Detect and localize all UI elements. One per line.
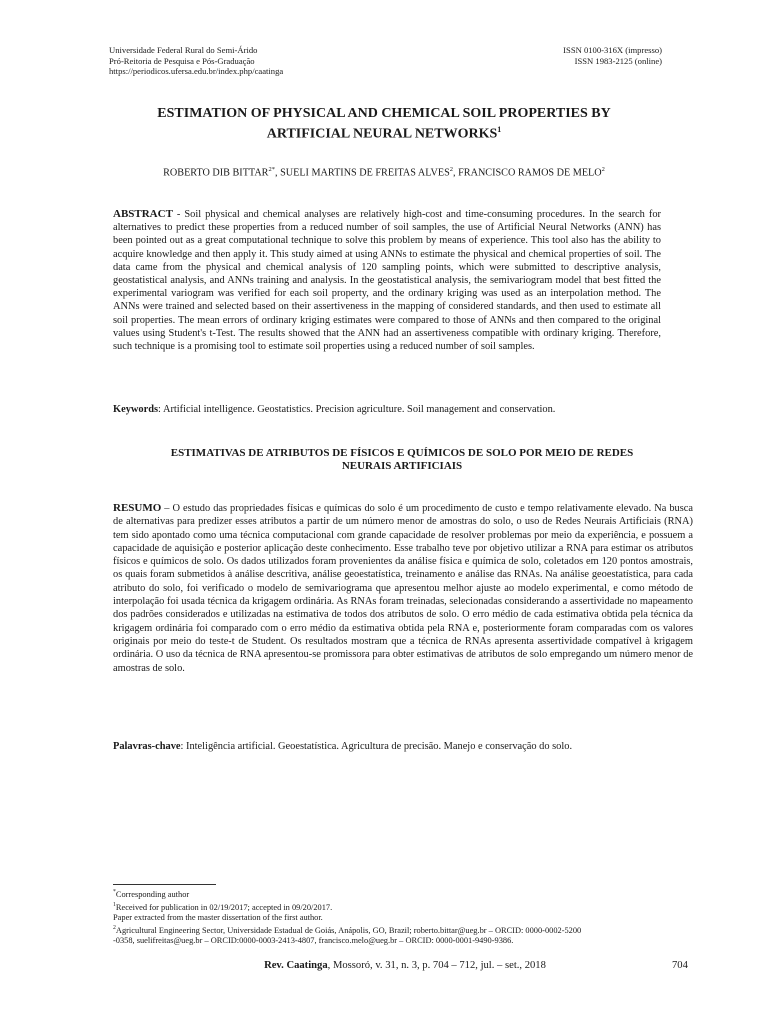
author-separator: , (453, 167, 459, 179)
author-name: ROBERTO DIB BITTAR (163, 167, 269, 179)
author-name: FRANCISCO RAMOS DE MELO (458, 167, 602, 179)
title-footnote-mark: 1 (497, 125, 502, 134)
footnote-text: Corresponding author (115, 889, 190, 899)
footnote-text: -0358, suelifreitas@ueg.br – ORCID:0000-0003-2413-4807, francisco.melo@ueg.br – ORCID: 0000-0001-9490-9386. (113, 936, 514, 946)
abstract-label: ABSTRACT (113, 208, 173, 220)
footnote-text: Agricultural Engineering Sector, Universidade Estadual de Goiás, Anápolis, GO, Brazil; roberto.bittar@ueg.br – ORCID: 0000-0002-5200 (115, 926, 582, 935)
footnote-text: Paper extracted from the master dissertation of the first author. (113, 913, 323, 922)
abstract-text: - Soil physical and chemical analyses are relatively high-cost and time-consuming procedures. In the search for alternatives to predict these properties from a reduced number of soil samples, the use of Artificial Neural Networks (ANN) has been pointed out as a great computational technique to solve this problem by means of experience. This tool also has the ability to acquire knowledge and then apply it. This study aimed at using ANNs to estimate the physical and chemical properties of soil. The data came from the physical and chemical analysis of 120 sampling points, which were submitted to descriptive analysis, geostatistical analysis, and ANNs training and analysis. In the geostatistical analysis, the semivariogram model that best fitted the experimental variogram was verified for each soil property, and the ordinary kriging was used as an interpolation method. The ANNs were trained and selected based on their assertiveness in the mapping of considered standards, and then used to estimate all soil properties. The mean errors of ordinary kriging estimates were compared to those of ANNs and then compared to the original values using Student's t-Test. The results showed that the ANN had an assertiveness compatible with ordinary kriging. Therefore, such technique is a promising tool to estimate soil properties using a reduced number of soil samples. (113, 209, 661, 353)
author-list (110, 166, 658, 178)
header-institution (109, 45, 283, 77)
header-dean-office: Pró-Reitoria de Pesquisa e Pós-Graduação (109, 55, 255, 66)
issn-online: ISSN 1983-2125 (online) (574, 55, 662, 66)
author-name: SUELI MARTINS DE FREITAS ALVES (280, 167, 450, 179)
footnote-item (113, 900, 693, 913)
journal-name: Rev. Caatinga (264, 960, 328, 971)
resumo-label: RESUMO (113, 502, 162, 514)
issn-print: ISSN 0100-316X (impresso) (563, 45, 662, 55)
footer-citation (230, 960, 580, 971)
title-line-2 (110, 122, 658, 143)
pt-title-line-1: ESTIMATIVAS DE ATRIBUTOS DE FÍSICOS E QUÍMICOS DE SOLO POR MEIO DE REDES (170, 447, 634, 459)
title-line-2-text: ARTIFICIAL NEURAL NETWORKS (266, 126, 498, 142)
portuguese-title (118, 447, 686, 473)
resumo-paragraph (113, 502, 693, 675)
footnote-item (113, 936, 693, 946)
palavras-chave-line (113, 741, 693, 752)
keywords-text: : Artificial intelligence. Geostatistics. Precision agriculture. Soil management and conservation. (158, 404, 556, 415)
footnote-item (113, 913, 693, 923)
palavras-text: : Inteligência artificial. Geoestatística. Agricultura de precisão. Manejo e conservação do solo. (180, 741, 573, 752)
keywords-line (113, 404, 673, 415)
keywords-label: Keywords (113, 404, 159, 415)
resumo-text: – O estudo das propriedades físicas e químicas do solo é um procedimento de custo e tempo relativamente elevado. Na busca de alternativas para predizer esses atributos a partir de um número menor de amostras do solo, o uso de Redes Neurais Artificiais (RNA) tem sido apontado como uma técnica computacional com grande capacidade de resolver problemas por meio da experiência, e possuem a capacidade de aquisição e posterior aplicação deste conhecimento. Esse trabalho teve por objetivo utilizar a RNA para estimar os atributos físicos e químicos de solo. Os dados utilizados foram provenientes da análise física e química de solo, coletados em 120 pontos amostrais, os quais foram submetidos à análise descritiva, análise geoestatística, treinamento e análise das RNAs. Na análise geoestatística, para cada atributo do solo, foi verificado o modelo de semivariograma que apresentou melhor ajuste ao modelo experimental, e como método de interpolação foi usada técnica da krigagem ordinária. As RNAs foram treinadas, selecionadas considerando a assertividade no mapeamento dos padrões considerados e utilizadas na estimativa de todos dos atributos de solo. O erro médio de cada estimativa obtida pela técnica da krigagem ordinária foi comparado com o erro médio da estimativa obtida pela RNA e, posteriormente foram comparadas com os valores originais por meio do teste-t de Student. Os resultados mostram que a técnica de RNAs apresenta assertividade compatível à krigagem ordinária. O uso da técnica de RNA apresentou-se promissora para obter estimativas de atributos de solo empregando um número menor de amostras de solo. (113, 503, 693, 674)
footnote-item (113, 887, 693, 900)
citation-details: , Mossoró, v. 31, n. 3, p. 704 – 712, jul. – set., 2018 (327, 960, 546, 971)
author-affiliation-mark: 2 (449, 166, 454, 173)
abstract-paragraph (113, 208, 661, 353)
footnote-mark: 1 (113, 902, 116, 908)
page-number: 704 (672, 960, 688, 971)
author-separator: , (274, 167, 281, 179)
footnote-item (113, 923, 693, 936)
footnote-mark: * (113, 889, 116, 895)
pt-title-line-2: NEURAIS ARTIFICIAIS (341, 460, 463, 472)
paper-title (110, 106, 658, 143)
author-affiliation-mark: 2 (601, 166, 605, 173)
author-affiliation-mark: 2* (268, 166, 275, 173)
header-university: Universidade Federal Rural do Semi-Árido (109, 45, 258, 55)
palavras-label: Palavras-chave (113, 741, 181, 752)
footnote-mark: 2 (113, 925, 116, 932)
header-issn (563, 45, 662, 66)
footnotes (113, 887, 693, 946)
footnote-text: Received for publication in 02/19/2017; accepted in 09/20/2017. (115, 902, 333, 912)
title-line-1: ESTIMATION OF PHYSICAL AND CHEMICAL SOIL PROPERTIES BY (157, 106, 611, 121)
header-url[interactable]: https://periodicos.ufersa.edu.br/index.php/caatinga (109, 66, 284, 77)
footnote-divider (113, 884, 216, 885)
